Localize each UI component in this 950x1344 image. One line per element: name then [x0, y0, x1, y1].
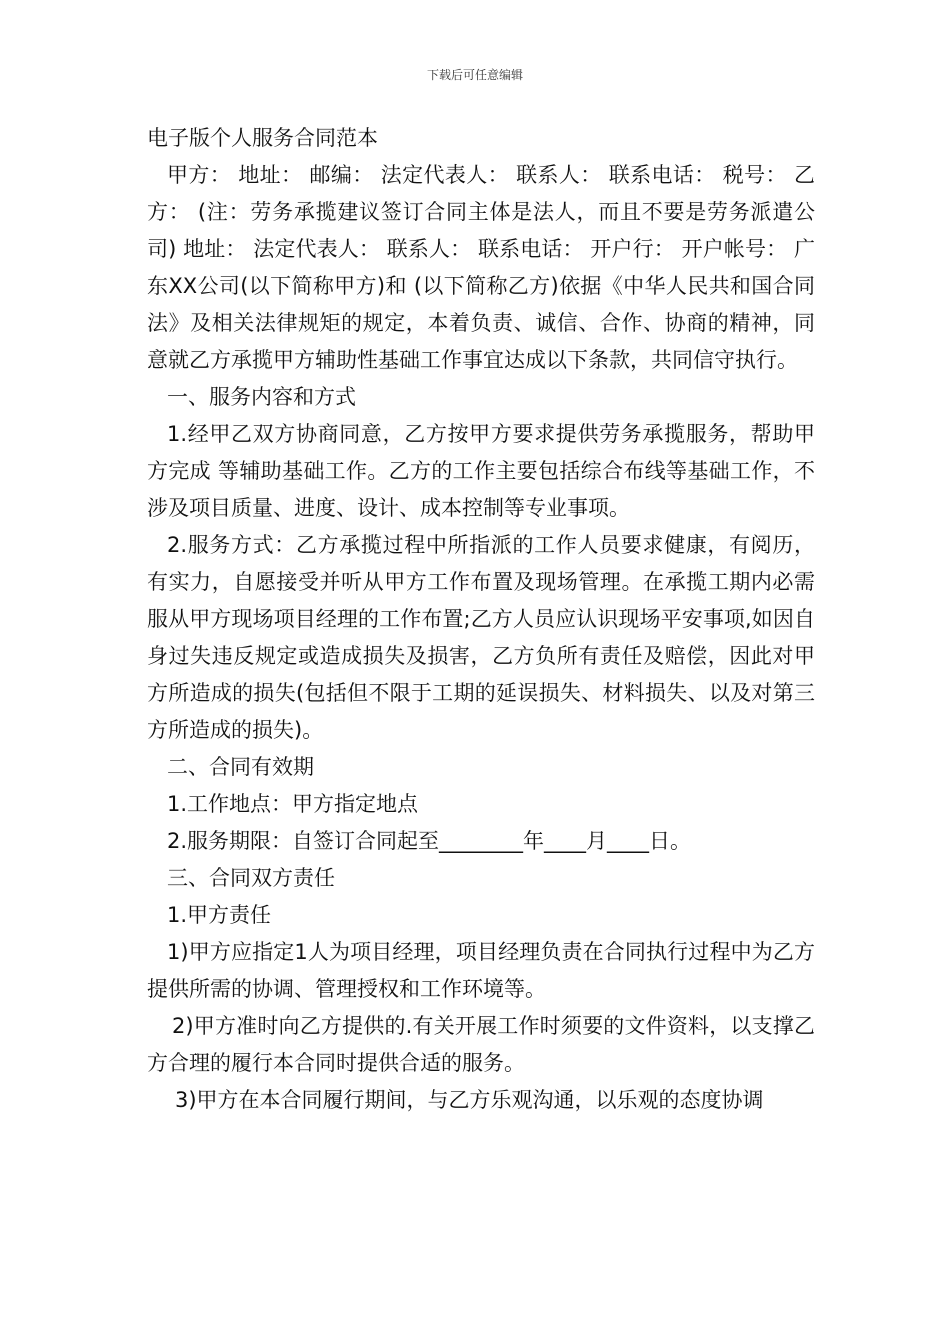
clause-paragraph: 2.服务期限：自签订合同起至________年____月____日。 — [167, 829, 692, 853]
document-title: 电子版个人服务合同范本 — [147, 126, 378, 150]
clause-paragraph: 1)甲方应指定1人为项目经理，项目经理负责在合同执行过程中为乙方提供所需的协调、管理授权和工作环境等。 — [147, 940, 815, 1001]
clause-paragraph: 1.工作地点：甲方指定地点 — [167, 792, 419, 816]
section-heading-2: 二、合同有效期 — [167, 755, 314, 779]
header-note: 下载后可任意编辑 — [426, 68, 523, 82]
parties-paragraph: 甲方： 地址： 邮编： 法定代表人： 联系人： 联系电话： 税号： 乙方： (注：劳务承揽建议签订合同主体是法人，而且不要是劳务派遣公司) 地址： 法定代表人： 联系人： 联系电话： 开户行： 开户帐号： 广东XX公司(以下简称甲方)和 (以下简称乙方)依据《中华人民共和国合同法》及相关法律规矩的规定，本着负责、诚信、合作、协商的精神，同意就乙方承揽甲方辅助性基础工作事宜达成以下条款，共同信守执行。 — [147, 163, 815, 372]
clause-paragraph: 1.经甲乙双方协商同意，乙方按甲方要求提供劳务承揽服务，帮助甲方完成 等辅助基础工作。乙方的工作主要包括综合布线等基础工作，不涉及项目质量、进度、设计、成本控制等专业事项。 — [147, 422, 815, 520]
section-heading-3: 三、合同双方责任 — [167, 866, 335, 890]
section-heading-1: 一、服务内容和方式 — [167, 385, 356, 409]
clause-paragraph: 1.甲方责任 — [167, 903, 272, 927]
clause-paragraph: 3)甲方在本合同履行期间，与乙方乐观沟通，以乐观的态度协调 — [175, 1088, 764, 1112]
clause-paragraph: 2.服务方式：乙方承揽过程中所指派的工作人员要求健康，有阅历，有实力，自愿接受并听从甲方工作布置及现场管理。在承揽工期内必需服从甲方现场项目经理的工作布置;乙方人员应认识现场平安事项,如因自身过失违反规定或造成损失及损害，乙方负所有责任及赔偿，因此对甲方所造成的损失(包括但不限于工期的延误损失、材料损失、以及对第三方所造成的损失)。 — [147, 533, 815, 742]
clause-paragraph: 2)甲方准时向乙方提供的.有关开展工作时须要的文件资料，以支撑乙方合理的履行本合同时提供合适的服务。 — [147, 1014, 815, 1075]
document-body — [147, 120, 815, 1119]
